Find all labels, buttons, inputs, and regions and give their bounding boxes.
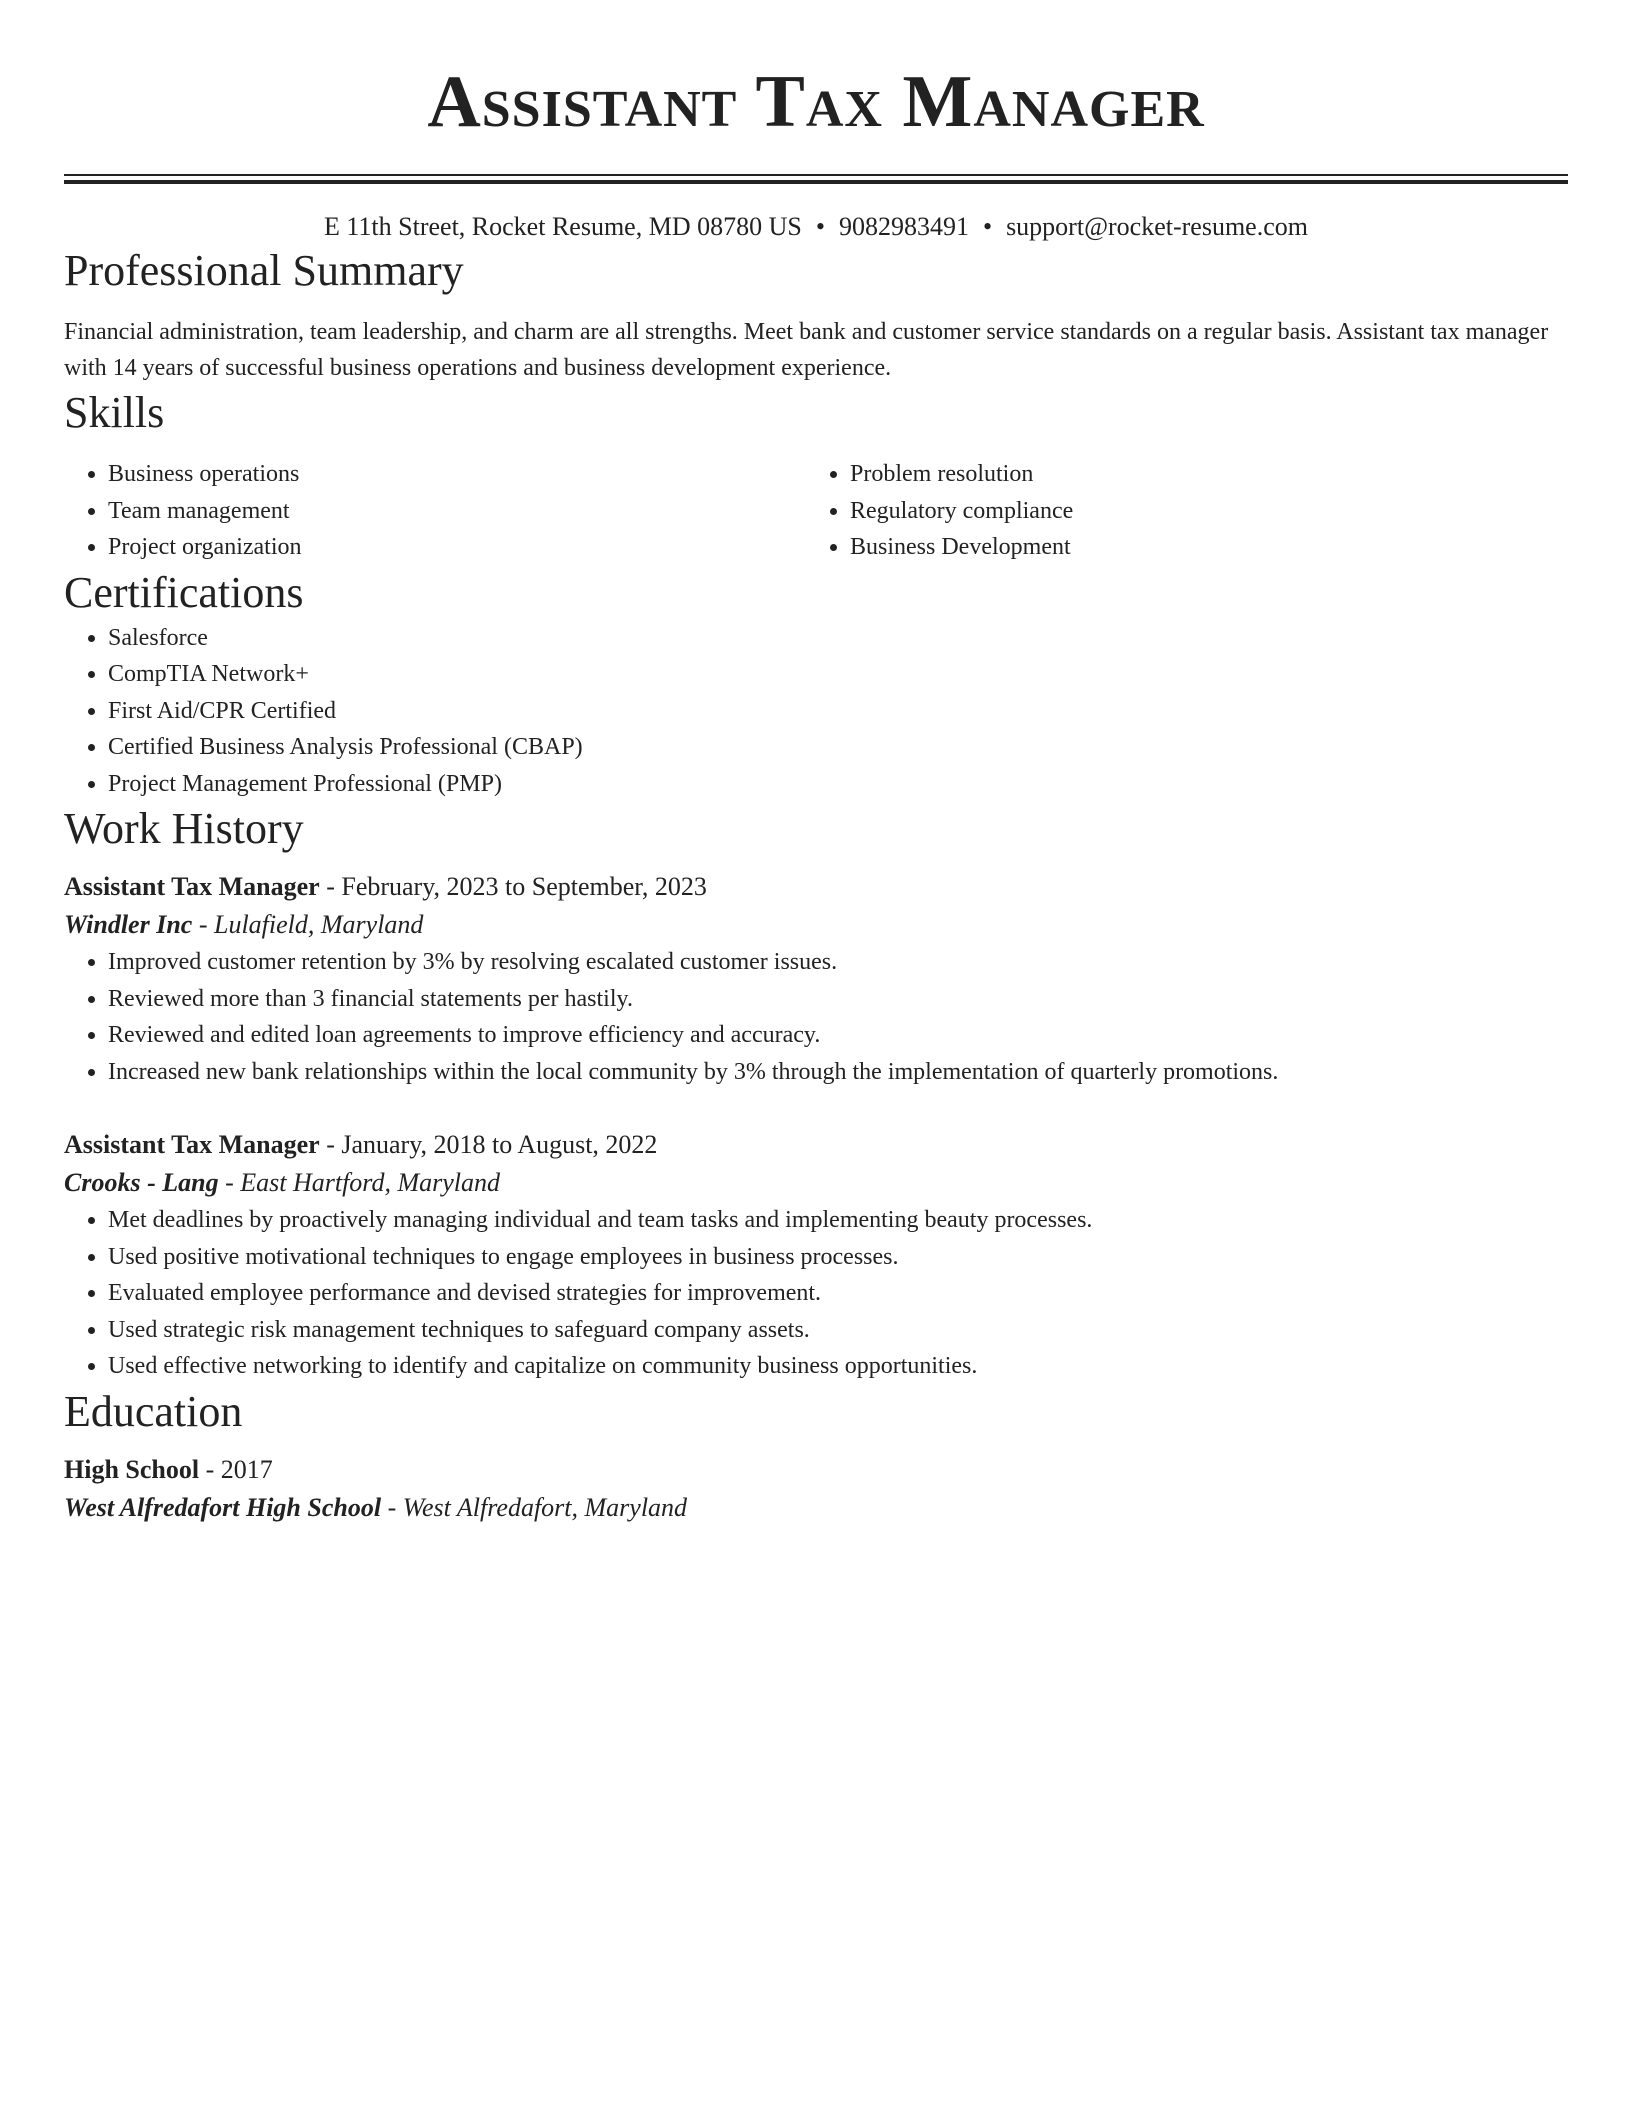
skill-item: • Team management xyxy=(108,493,806,530)
job-location: - East Hartford, Maryland xyxy=(218,1168,500,1197)
skill-item: • Business Development xyxy=(850,529,1548,566)
skill-item: • Regulatory compliance xyxy=(850,493,1548,530)
job-bullet: • Improved customer retention by 3% by resolving escalated customer issues. xyxy=(108,944,1568,981)
skills-list-left xyxy=(64,456,806,566)
skills-column-right xyxy=(806,456,1548,566)
job-dates: - January, 2018 to August, 2022 xyxy=(319,1130,658,1159)
work-history-heading: Work History xyxy=(64,804,304,853)
education-degree: High School xyxy=(64,1454,200,1484)
skills-list-right xyxy=(806,456,1548,566)
job-bullet: • Used positive motivational techniques to engage employees in business processes. xyxy=(108,1239,1568,1276)
education-location: - West Alfredafort, Maryland xyxy=(381,1492,688,1522)
job-dates: - February, 2023 to September, 2023 xyxy=(319,872,707,901)
job-bullet: • Used strategic risk management techniques to safeguard company assets. xyxy=(108,1312,1568,1349)
certification-item: • Salesforce xyxy=(108,620,1568,657)
skill-item: • Business operations xyxy=(108,456,806,493)
job-bullets xyxy=(64,944,1568,1090)
job-company-line xyxy=(64,1164,1568,1202)
contact-address: E 11th Street, Rocket Resume, MD 08780 US xyxy=(324,212,802,241)
job-bullet: • Used effective networking to identify and capitalize on community business opportunities. xyxy=(108,1348,1568,1385)
job-bullet: • Reviewed and edited loan agreements to improve efficiency and accuracy. xyxy=(108,1017,1568,1054)
header-divider xyxy=(64,174,1568,184)
education-school: West Alfredafort High School xyxy=(64,1492,382,1522)
job-bullet: • Met deadlines by proactively managing individual and team tasks and implementing beauty processes. xyxy=(108,1202,1568,1239)
contact-email: support@rocket-resume.com xyxy=(1006,212,1308,241)
job-company: Windler Inc xyxy=(64,910,193,939)
skill-item: • Project organization xyxy=(108,529,806,566)
job-role: Assistant Tax Manager xyxy=(64,872,320,901)
job-company: Crooks - Lang xyxy=(64,1168,219,1197)
skill-item: • Problem resolution xyxy=(850,456,1548,493)
job-role: Assistant Tax Manager xyxy=(64,1130,320,1159)
job-bullet: • Evaluated employee performance and devised strategies for improvement. xyxy=(108,1275,1568,1312)
certifications-heading: Certifications xyxy=(64,567,304,617)
education-entry xyxy=(64,1451,1568,1527)
certification-item: • Certified Business Analysis Professional (CBAP) xyxy=(108,729,1568,766)
certification-item: • CompTIA Network+ xyxy=(108,656,1568,693)
summary-text: Financial administration, team leadership, and charm are all strengths. Meet bank and customer service standards on a regular basis. Assistant tax manager with 14 years of successful business operations and business development experience. xyxy=(64,319,1549,381)
education-school-line xyxy=(64,1489,1568,1527)
job-bullet: • Reviewed more than 3 financial statements per hastily. xyxy=(108,981,1568,1018)
education-heading: Education xyxy=(64,1386,243,1436)
job-company-line xyxy=(64,906,1568,944)
education-year: - 2017 xyxy=(199,1454,273,1484)
education-degree-line xyxy=(64,1451,1568,1489)
skills-column-left xyxy=(64,456,806,566)
job-entry xyxy=(64,868,1568,1090)
job-heading xyxy=(64,868,1568,906)
contact-separator: • xyxy=(982,212,993,241)
contact-separator: • xyxy=(815,212,825,241)
contact-line xyxy=(64,210,1568,244)
job-bullet: • Increased new bank relationships within the local community by 3% through the implementation of quarterly promotions. xyxy=(108,1054,1568,1091)
contact-phone: 9082983491 xyxy=(838,212,969,241)
job-heading xyxy=(64,1126,1568,1164)
certifications-list xyxy=(64,620,1568,803)
certification-item: • Project Management Professional (PMP) xyxy=(108,766,1568,803)
job-entry xyxy=(64,1126,1568,1385)
summary-heading: Professional Summary xyxy=(64,246,464,295)
job-bullets xyxy=(64,1202,1568,1385)
resume-name-title: Assistant Tax Manager xyxy=(427,61,1205,143)
certification-item: • First Aid/CPR Certified xyxy=(108,693,1568,730)
job-location: - Lulafield, Maryland xyxy=(192,910,424,939)
skills-heading: Skills xyxy=(64,388,165,437)
skills-grid xyxy=(64,456,1568,566)
